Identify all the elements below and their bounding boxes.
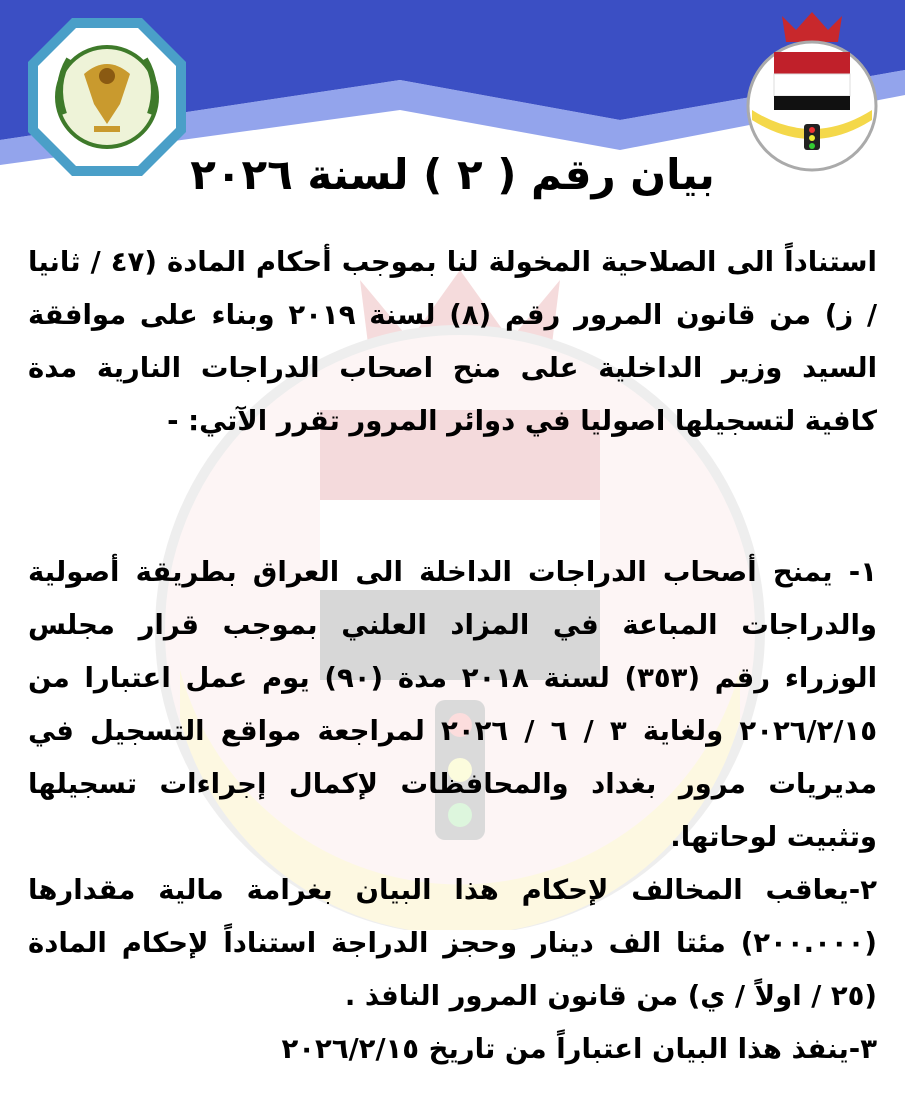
statement-items: [28, 546, 877, 1076]
statement-title: بيان رقم ( ٢ ) لسنة ٢٠٢٦: [190, 150, 715, 199]
statement-item-1: ١- يمنح أصحاب الدراجات الداخلة الى العراق بطريقة أصولية والدراجات المباعة في المزاد العلني بموجب قرار مجلس الوزراء رقم (٣٥٣) لسنة ٢٠١٨ مدة (٩٠) يوم عمل اعتبارا من ٢٠٢٦/٢/١٥ ولغاية ٣ / ٦ / ٢٠٢٦ لمراجعة مواقع التسجيل في مديريات مرور بغداد والمحافظات لإكمال إجراءات تسجيلها وتثبيت لوحاتها.: [28, 556, 877, 853]
statement-item-2: ٢-يعاقب المخالف لإحكام هذا البيان بغرامة مالية مقدارها (٢٠٠.٠٠٠) مئتا الف دينار وحجز الدراجة استناداً لإحكام المادة (٢٥ / اولاً / ي) من قانون المرور النافذ .: [28, 874, 877, 1012]
statement-intro: استناداً الى الصلاحية المخولة لنا بموجب أحكام المادة (٤٧ / ثانيا / ز) من قانون المرور رقم (٨) لسنة ٢٠١٩ وبناء على موافقة السيد وزير الداخلية على منح اصحاب الدراجات النارية مدة كافية لتسجيلها اصوليا في دوائر المرور تقرر الآتي: -: [28, 246, 877, 437]
statement-item-3: ٣-ينفذ هذا البيان اعتباراً من تاريخ ٢٠٢٦/٢/١٥: [281, 1033, 877, 1065]
